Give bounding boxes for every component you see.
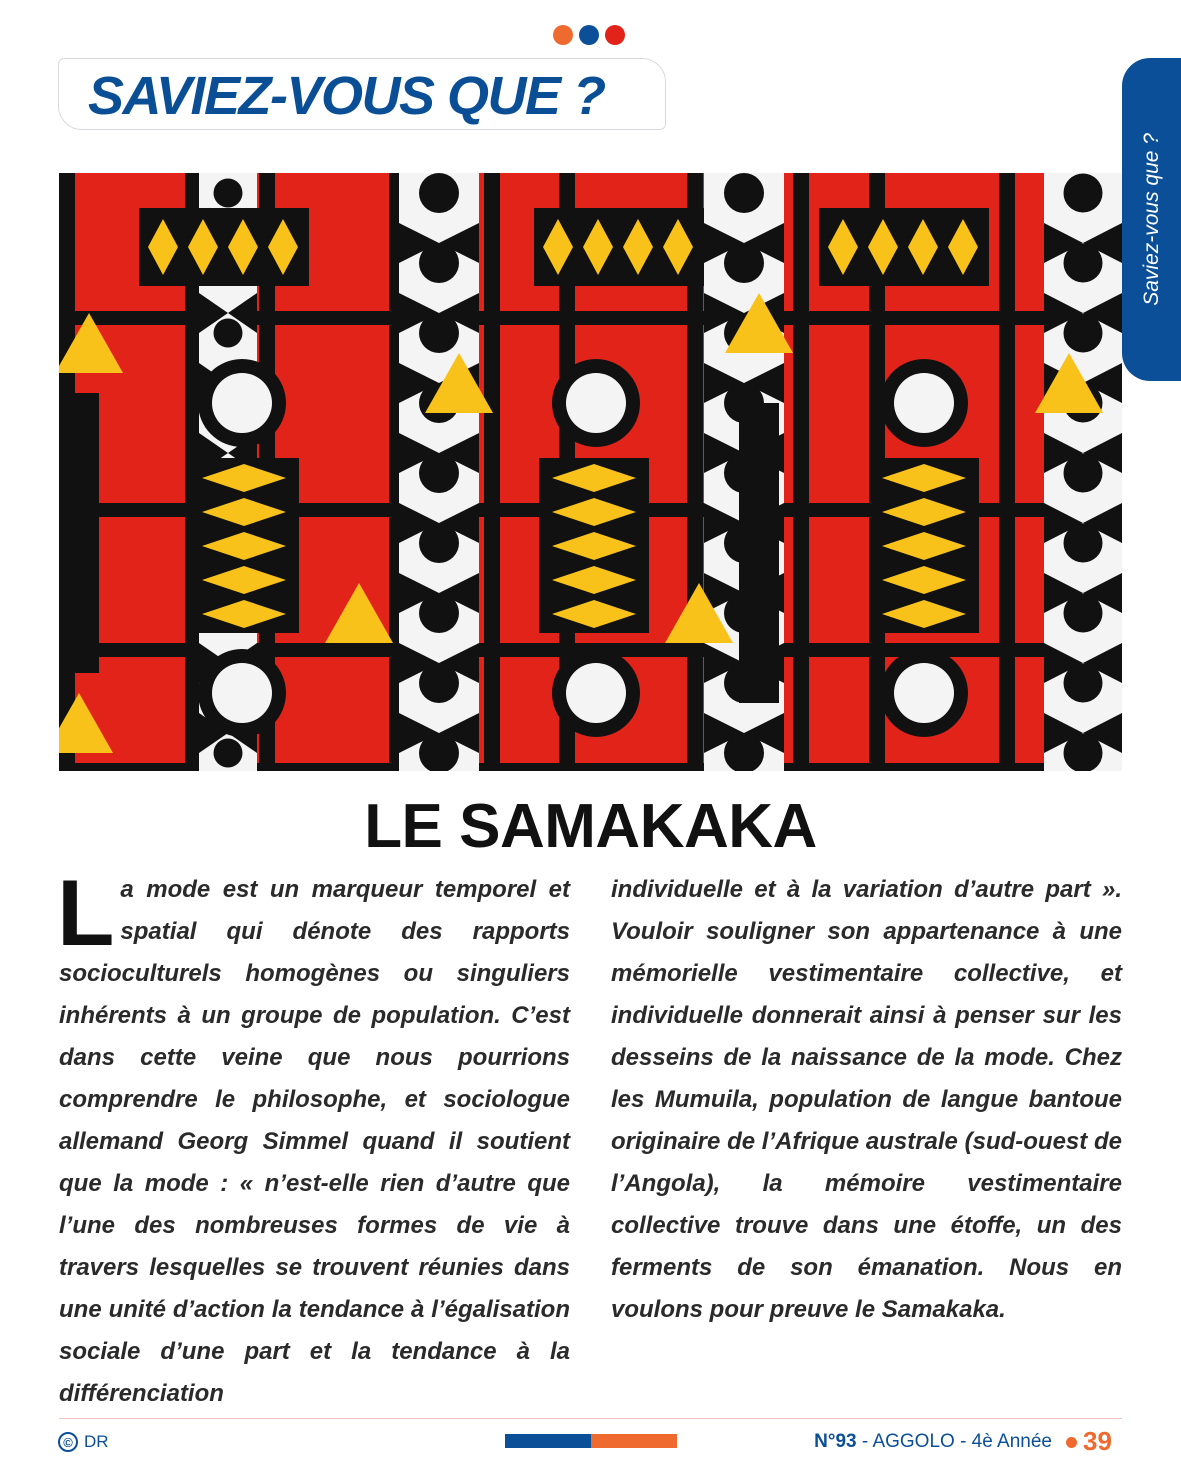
footer-rule: [59, 1418, 1122, 1419]
footer-bar-blue: [505, 1434, 591, 1448]
article-title: LE SAMAKAKA: [364, 792, 817, 861]
samakaka-fabric-pattern-icon: [59, 173, 1122, 771]
copyright-icon: ©: [58, 1432, 78, 1452]
page-number: 39: [1083, 1426, 1112, 1456]
orange-dot: [553, 25, 573, 45]
header-dots: [553, 25, 625, 45]
samakaka-fabric-image: [59, 173, 1122, 771]
photo-credit: [58, 1432, 109, 1452]
dropcap: L: [57, 860, 115, 965]
section-title: SAVIEZ-VOUS QUE ?: [88, 66, 605, 126]
issue-label: - AGGOLO - 4è Année: [856, 1431, 1052, 1452]
left-column-text: a mode est un marqueur temporel et spatial qui dénote des rapports socioculturels homogènes ou singuliers inhérents à un groupe de population. C’est dans cette veine que nous pourrions comprendre le philosophe, et sociologue allemand Georg Simmel quand il soutient que la mode : « n’est-elle rien d’autre que l’une des nombreuses formes de vie à travers lesquelles se trouvent réunies dans une unité d’action la tendance à l’égalisation sociale d’une part et la tendance à la différenciation: [59, 876, 570, 1407]
credit-text: DR: [84, 1432, 109, 1451]
issue-info: [814, 1428, 1052, 1456]
right-column-text: individuelle et à la variation d’autre part ». Vouloir souligner son appartenance à une mémorielle vestimentaire collective, et individuelle donnerait ainsi à penser sur les desseins de la naissance de la mode. Chez les Mumuila, population de langue bantoue originaire de l’Afrique australe (sud-ouest de l’Angola), la mémoire vestimentaire collective trouve dans une étoffe, un des ferments de son émanation. Nous en voulons pour preuve le Samakaka.: [611, 876, 1122, 1323]
side-tab-label-wrap: [1125, 58, 1178, 381]
blue-dot: [579, 25, 599, 45]
red-dot: [605, 25, 625, 45]
footer-bar-orange: [591, 1434, 677, 1448]
article-left-column: [57, 860, 570, 1415]
article-right-column: [611, 869, 1122, 1331]
issue-number: N°93: [814, 1431, 857, 1452]
page-bullet: [1066, 1437, 1077, 1448]
side-tab-label: Saviez-vous que ?: [1139, 133, 1163, 306]
